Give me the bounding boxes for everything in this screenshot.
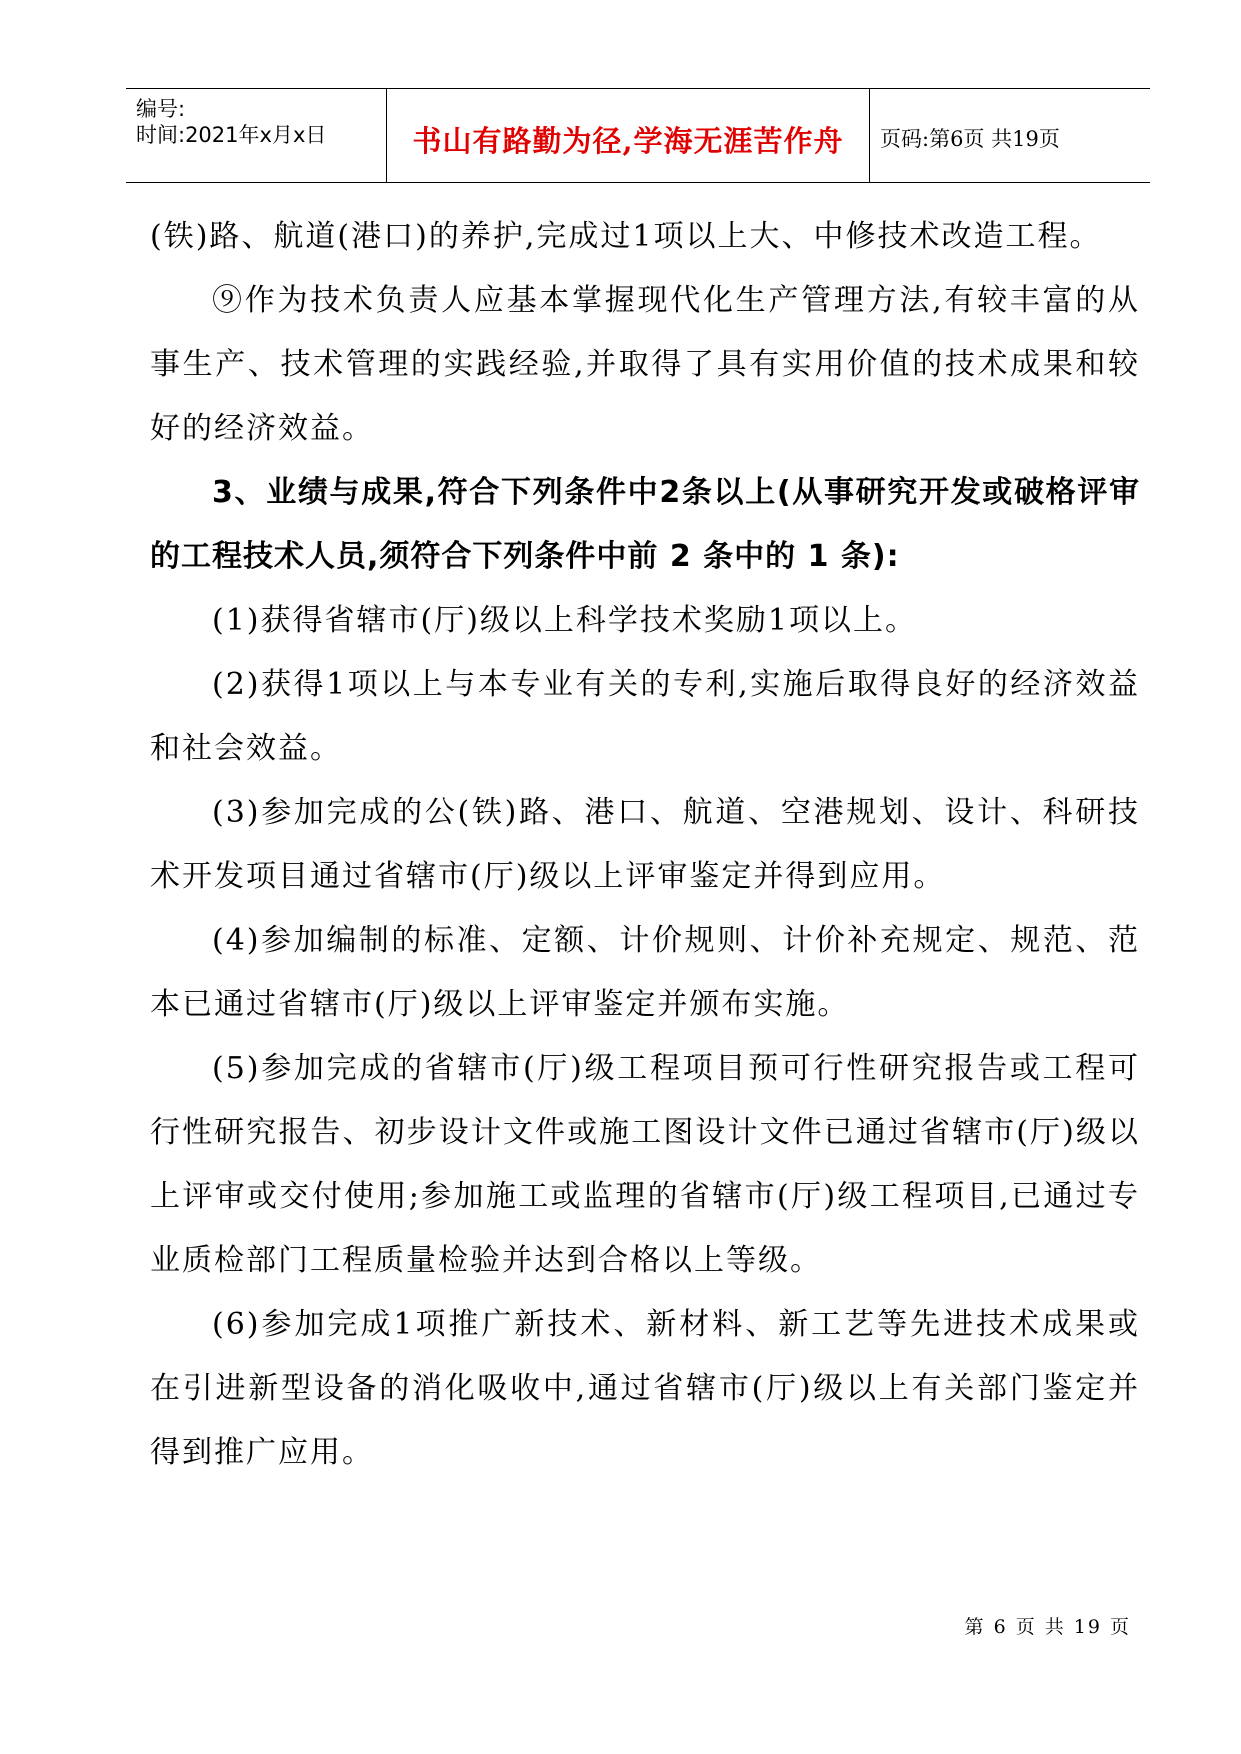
header-motto: 书山有路勤为径,学海无涯苦作舟 (412, 124, 844, 158)
paragraph-condition-6: (6)参加完成1项推广新技术、新材料、新工艺等先进技术成果或在引进新型设备的消化吸收中,通过省辖市(厅)级以上有关部门鉴定并得到推广应用。 (150, 1307, 1140, 1470)
page-footer: 第 6 页 共 19 页 (964, 1616, 1131, 1638)
document-time-label: 时间:2021年x月x日 (136, 123, 327, 147)
header-page-cell (870, 89, 1150, 182)
header-motto-cell (386, 89, 870, 182)
page-header (126, 88, 1150, 183)
header-meta-cell (126, 89, 386, 182)
section-heading-achievements: 3、业绩与成果,符合下列条件中2条以上(从事研究开发或破格评审的工程技术人员,须符合下列条件中前 2 条中的 1 条): (150, 475, 1140, 574)
paragraph-continuation: (铁)路、航道(港口)的养护,完成过1项以上大、中修技术改造工程。 (150, 219, 1102, 254)
paragraph-condition-1: (1)获得省辖市(厅)级以上科学技术奖励1项以上。 (212, 603, 917, 638)
paragraph-condition-5: (5)参加完成的省辖市(厅)级工程项目预可行性研究报告或工程可行性研究报告、初步设计文件或施工图设计文件已通过省辖市(厅)级以上评审或交付使用;参加施工或监理的省辖市(厅)级工程项目,已通过专业质检部门工程质量检验并达到合格以上等级。 (150, 1051, 1140, 1278)
header-page-info: 页码:第6页 共19页 (880, 127, 1060, 151)
document-body (150, 205, 1140, 1485)
document-number-label: 编号: (136, 97, 186, 121)
paragraph-condition-4: (4)参加编制的标准、定额、计价规则、计价补充规定、规范、范本已通过省辖市(厅)级以上评审鉴定并颁布实施。 (150, 923, 1140, 1022)
paragraph-condition-3: (3)参加完成的公(铁)路、港口、航道、空港规划、设计、科研技术开发项目通过省辖市(厅)级以上评审鉴定并得到应用。 (150, 795, 1140, 894)
paragraph-condition-2: (2)获得1项以上与本专业有关的专利,实施后取得良好的经济效益和社会效益。 (150, 667, 1140, 766)
paragraph-item-9: ⑨作为技术负责人应基本掌握现代化生产管理方法,有较丰富的从事生产、技术管理的实践经验,并取得了具有实用价值的技术成果和较好的经济效益。 (150, 283, 1140, 446)
